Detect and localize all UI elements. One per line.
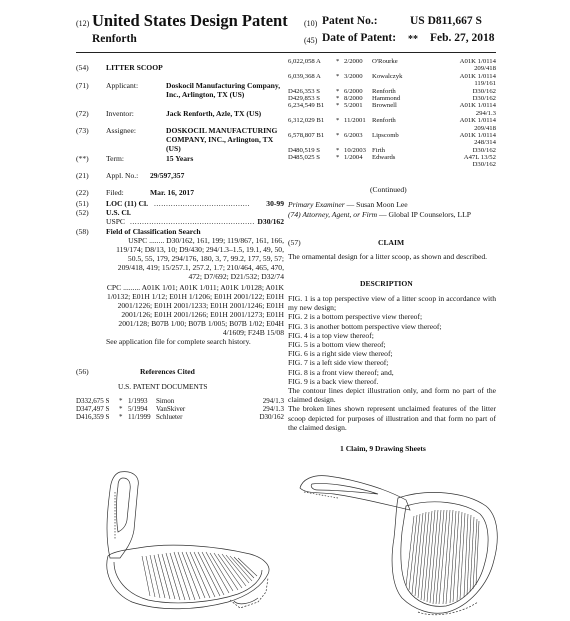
attorney-label: (74) Attorney, Agent, or Firm (288, 209, 378, 219)
field-inventor: (72) Inventor: Jack Renforth, Azle, TX (US) (76, 109, 262, 118)
claim-text: The ornamental design for a litter scoop, as shown and described. (288, 252, 488, 261)
examiner-name: — Susan Moon Lee (344, 200, 408, 209)
field-loc: (51) LOC (11) Cl. ........................................ 30-99 (76, 199, 284, 208)
ref-row-continuation: 248/314 (474, 139, 496, 147)
desc-line: FIG. 8 is a front view thereof; and, (288, 367, 394, 377)
litter-scoop-figure-left (80, 470, 290, 615)
refs-title: References Cited (140, 367, 195, 376)
uspc-search-list: USPC ........ D30/162, 161, 199; 119/867, 161, 166, 119/174; D8/13, 10; D9/430; 294/1.3–1.5, 19.1, 49, 50, 50.5, 55, 179, 294/176, 180, 3, 7, 99.2, 177, 59, 57; 209/418, 419; 15/257.1, 257.2, 1.7; 210/464, 465, 470, 472; D7/692; D21/532; D32/74 (116, 236, 284, 281)
refs-left-list (76, 397, 284, 422)
desc-line: FIG. 3 is another bottom perspective view thereof; (288, 321, 442, 331)
code-45: (45) (304, 36, 318, 45)
field-appl-no: (21) Appl. No.: 29/597,357 (76, 171, 185, 180)
ref-row-continuation: 209/418 (474, 65, 496, 73)
desc-line: The broken lines shown represent unclaimed features of the litter scoop depicted for purposes of illustration and that form no part of the claimed design. (288, 404, 496, 432)
ref-row-continuation: 294/1.3 (475, 109, 496, 117)
ref-row: D429,853 S * 8/2000 Hammond D30/162 (288, 94, 496, 102)
refs-code: (56) (76, 367, 89, 376)
desc-line: FIG. 4 is a top view thereof; (288, 330, 374, 340)
examiner-label: Primary Examiner (288, 200, 345, 209)
field-term: (**) Term: 15 Years (76, 154, 194, 163)
claims-sheets: 1 Claim, 9 Drawing Sheets (340, 444, 426, 453)
ref-row: D416,359 S * 11/1999 Schlueter D30/162 (76, 413, 284, 422)
cpc-search-list: CPC ......... A01K 1/01; A01K 1/011; A01K 1/0128; A01K 1/0132; E01H 1/12; E01H 1/1206; E01H 2001/122; E01H 2001/1226; E01H 2001/1233; E01H 2001/1246; E01H 2001/126; E01H 2001/1266; E01H 2001/1273; E01H 2001/128; B07B 1/00; B07B 1/005; B07B 1/02; E04H 4/1609; F24B 15/08 (106, 283, 284, 337)
ref-row-continuation: D30/162 (472, 161, 496, 169)
header-rule (76, 52, 496, 53)
refs-right-list (288, 58, 496, 169)
ref-row: 6,312,029 B1 * 11/2001 Renforth A01K 1/0114 (288, 117, 496, 125)
code-12: (12) (76, 19, 90, 28)
patent-no-label: Patent No.: (322, 15, 378, 27)
description-body (288, 294, 496, 432)
field-uspc: USPC .................................................... D30/162 (106, 217, 284, 226)
claim-title: CLAIM (378, 238, 405, 247)
invention-title: LITTER SCOOP (106, 63, 163, 72)
desc-line: The contour lines depict illustration only, and form no part of the claimed design. (288, 386, 496, 405)
claim-code: (57) (288, 238, 301, 247)
ref-row-continuation: 119/161 (474, 80, 496, 88)
litter-scoop-figure-right (298, 462, 503, 617)
field-search: (58) Field of Classification Search (76, 227, 201, 236)
desc-line: FIG. 7 is a left side view thereof; (288, 358, 389, 368)
code-10: (10) (304, 19, 318, 28)
desc-line: FIG. 1 is a top perspective view of a litter scoop in accordance with my new design; (288, 294, 496, 313)
field-us-cl: (52) U.S. Cl. (76, 208, 131, 217)
search-note: See application file for complete search history. (106, 337, 251, 346)
ref-row-continuation: 209/418 (474, 124, 496, 132)
field-applicant: (71) Applicant: Doskocil Manufacturing Company, Inc., Arlington, TX (US) (76, 81, 281, 99)
ref-row: 6,022,058 A * 2/2000 O'Rourke A01K 1/0114 (288, 58, 496, 65)
date-label: Date of Patent: (322, 32, 397, 44)
document-title: United States Design Patent (92, 11, 288, 30)
desc-line: FIG. 2 is a bottom perspective view thereof; (288, 312, 423, 322)
date-marker: ** (408, 34, 418, 45)
bibliographic-column (76, 63, 284, 346)
patent-number: US D811,667 S (410, 15, 482, 27)
ref-row: D485,025 S * 1/2004 Edwards A47L 13/52 (288, 154, 496, 162)
field-title: (54) LITTER SCOOP (76, 63, 163, 72)
field-filed: (22) Filed: Mar. 16, 2017 (76, 188, 195, 197)
examiner-block (288, 200, 496, 219)
ref-row: D332,675 S * 1/1993 Simon 294/1.3 (76, 397, 284, 405)
desc-line: FIG. 9 is a back view thereof. (288, 376, 379, 386)
ref-row: 6,039,368 A * 3/2000 Kowalczyk A01K 1/0114 (288, 72, 496, 80)
ref-row: 6,234,549 B1 * 5/2001 Brownell A01K 1/0114 (288, 102, 496, 110)
refs-subtitle: U.S. PATENT DOCUMENTS (118, 382, 208, 391)
ref-row: 6,578,807 B1 * 6/2003 Lipscomb A01K 1/0114 (288, 131, 496, 139)
ref-row: D426,353 S * 6/2000 Renforth D30/162 (288, 87, 496, 95)
description-title: DESCRIPTION (360, 279, 413, 288)
ref-row: D480,519 S * 10/2003 Firth D30/162 (288, 146, 496, 154)
patent-date: Feb. 27, 2018 (430, 32, 495, 44)
attorney-name: — Global IP Counselors, LLP (377, 209, 471, 219)
inventor-header: Renforth (92, 33, 137, 45)
desc-line: FIG. 5 is a bottom view thereof; (288, 340, 386, 350)
continued-note: (Continued) (370, 185, 407, 194)
desc-line: FIG. 6 is a right side view thereof; (288, 349, 393, 359)
field-assignee: (73) Assignee: DOSKOCIL MANUFACTURING COMPANY, INC., Arlington, TX (US) (76, 126, 278, 153)
ref-row: D347,497 S * 5/1994 VanSkiver 294/1.3 (76, 405, 284, 414)
